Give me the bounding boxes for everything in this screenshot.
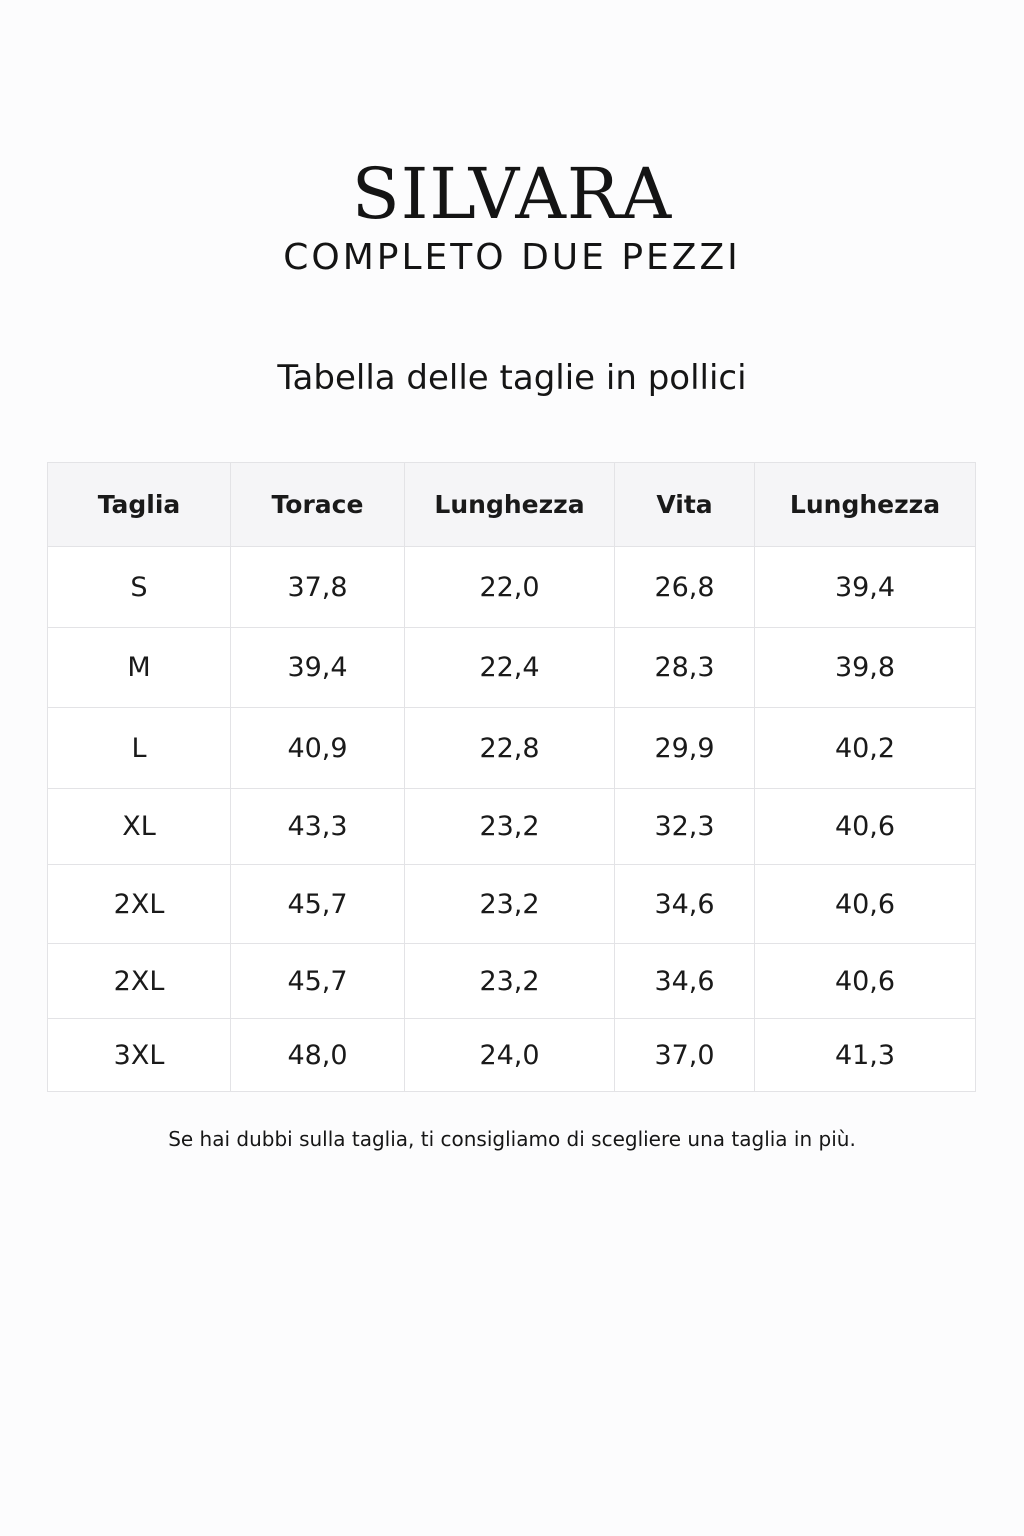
table-cell: 40,2: [755, 708, 976, 789]
table-cell: L: [48, 708, 231, 789]
table-cell: 40,6: [755, 789, 976, 865]
table-cell: 32,3: [615, 789, 755, 865]
table-cell: 3XL: [48, 1019, 231, 1092]
table-cell: 23,2: [405, 865, 615, 944]
table-row: [48, 547, 976, 628]
table-cell: 34,6: [615, 944, 755, 1019]
table-row: [48, 708, 976, 789]
table-cell: 39,8: [755, 628, 976, 708]
table-cell: 40,6: [755, 944, 976, 1019]
product-subtitle: COMPLETO DUE PEZZI: [283, 237, 741, 278]
table-cell: 40,6: [755, 865, 976, 944]
table-cell: 24,0: [405, 1019, 615, 1092]
table-cell: 28,3: [615, 628, 755, 708]
table-cell: 29,9: [615, 708, 755, 789]
table-cell: 2XL: [48, 865, 231, 944]
table-cell: 37,0: [615, 1019, 755, 1092]
table-cell: 39,4: [755, 547, 976, 628]
table-cell: 40,9: [231, 708, 405, 789]
table-cell: 43,3: [231, 789, 405, 865]
size-table: [47, 462, 976, 1092]
column-header-size: Taglia: [48, 463, 231, 547]
size-table-title: Tabella delle taglie in pollici: [277, 358, 747, 398]
table-cell: 22,4: [405, 628, 615, 708]
table-row: [48, 1019, 976, 1092]
table-cell: M: [48, 628, 231, 708]
table-cell: 26,8: [615, 547, 755, 628]
table-cell: XL: [48, 789, 231, 865]
column-header-waist: Vita: [615, 463, 755, 547]
table-cell: 45,7: [231, 865, 405, 944]
table-cell: 39,4: [231, 628, 405, 708]
table-row: [48, 789, 976, 865]
table-cell: 45,7: [231, 944, 405, 1019]
column-header-chest: Torace: [231, 463, 405, 547]
table-row: [48, 865, 976, 944]
table-cell: 22,8: [405, 708, 615, 789]
column-header-bottom-length: Lunghezza: [755, 463, 976, 547]
table-header-row: [48, 463, 976, 547]
table-cell: 2XL: [48, 944, 231, 1019]
column-header-top-length: Lunghezza: [405, 463, 615, 547]
table-cell: 22,0: [405, 547, 615, 628]
table-cell: 23,2: [405, 789, 615, 865]
table-cell: 23,2: [405, 944, 615, 1019]
brand-title: SILVARA: [351, 153, 673, 235]
table-cell: S: [48, 547, 231, 628]
size-advice-note: Se hai dubbi sulla taglia, ti consigliamo di scegliere una taglia in più.: [168, 1127, 856, 1151]
table-cell: 41,3: [755, 1019, 976, 1092]
table-cell: 37,8: [231, 547, 405, 628]
table-row: [48, 628, 976, 708]
table-cell: 48,0: [231, 1019, 405, 1092]
table-cell: 34,6: [615, 865, 755, 944]
table-row: [48, 944, 976, 1019]
